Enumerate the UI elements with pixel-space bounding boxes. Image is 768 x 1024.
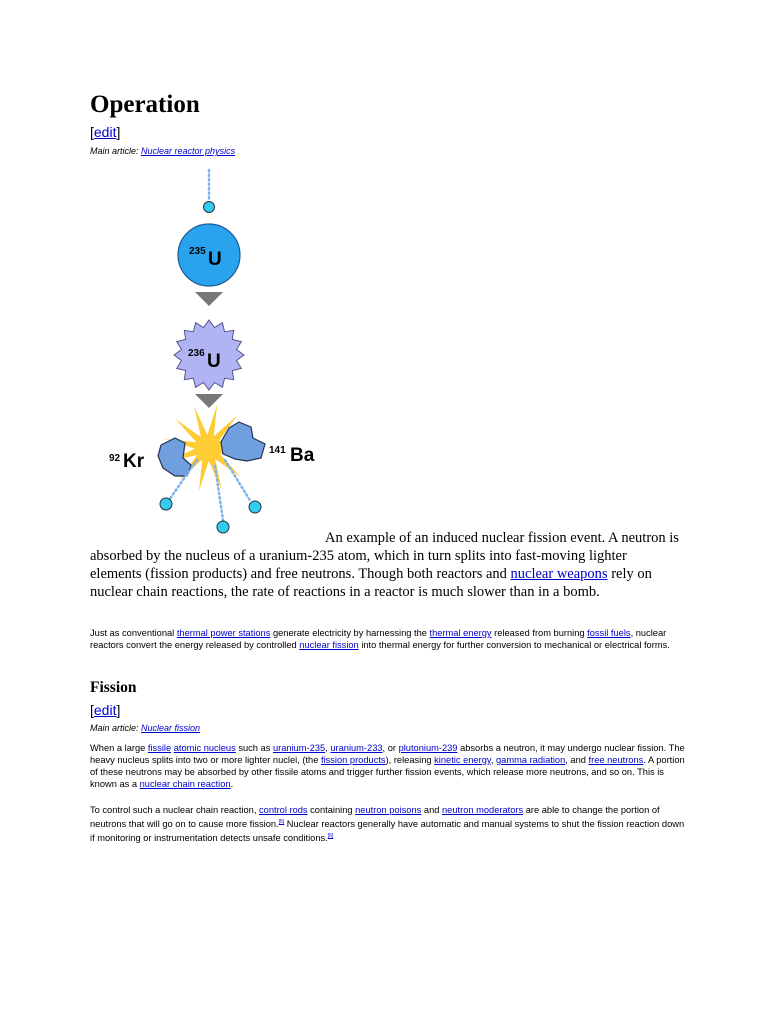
emitted-neutron: [249, 501, 261, 513]
u235-mass-number: 235: [189, 246, 206, 257]
fission-paragraph-2: To control such a nuclear chain reaction, control rods containing neutron poisons and neutron moderators are able to change the portion of neutrons that will go on to cause more fission.[5] Nuclear reactors generally have automatic and manual systems to shut the fission reaction down if monitoring or instrumentation detects unsafe conditions.[6]: [90, 805, 685, 844]
edit-link-fission[interactable]: edit: [93, 702, 117, 718]
u235-symbol: U: [208, 249, 222, 270]
edit-section-fission: [edit]: [90, 702, 121, 718]
link-atomic-nucleus[interactable]: atomic nucleus: [173, 743, 236, 753]
fission-diagram: [105, 168, 325, 538]
link-neutron-poisons[interactable]: neutron poisons: [355, 805, 422, 815]
link-kinetic-energy[interactable]: kinetic energy: [434, 755, 491, 765]
link-uranium-235[interactable]: uranium-235: [272, 743, 326, 753]
kr-mass-number: 92: [109, 453, 121, 464]
ba-symbol: Ba: [290, 445, 315, 466]
neutron-dotted-line: [215, 466, 223, 520]
arrow-down-icon: [195, 394, 223, 408]
link-fissile[interactable]: fissile: [147, 743, 172, 753]
section-title-operation: Operation: [90, 91, 200, 118]
diagram-caption: An example of an induced nuclear fission event. A neutron is absorbed by the nucleus of a uranium-235 atom, which in turn splits into fast-moving lighter elements (fission products) and free neutrons. Though both reactors and nuclear weapons rely on nuclear chain reactions, the rate of reactions in a reactor is much slower than in a bomb.: [90, 530, 679, 600]
link-nuclear-fission[interactable]: nuclear fission: [299, 640, 359, 650]
edit-link-operation[interactable]: edit: [93, 124, 117, 140]
fission-event: [109, 405, 315, 491]
main-article-link-nuclear-fission[interactable]: Nuclear fission: [141, 723, 201, 733]
link-plutonium-239[interactable]: plutonium-239: [398, 743, 458, 753]
ba-mass-number: 141: [269, 445, 286, 456]
reference-link-5[interactable]: [5]: [278, 819, 285, 825]
link-free-neutrons[interactable]: free neutrons: [588, 755, 644, 765]
reference-link-6[interactable]: [6]: [327, 833, 334, 840]
kr-symbol: Kr: [123, 451, 145, 472]
link-thermal-energy[interactable]: thermal energy: [429, 628, 492, 638]
incoming-neutron: [204, 202, 215, 213]
link-nuclear-weapons[interactable]: nuclear weapons: [510, 566, 608, 582]
arrow-down-icon: [195, 292, 223, 306]
main-article-note-fission: Main article: Nuclear fission: [90, 723, 201, 733]
link-nuclear-chain-reaction[interactable]: nuclear chain reaction: [139, 779, 231, 789]
section-title-fission: Fission: [90, 679, 137, 696]
incoming-neutron-trail: [204, 170, 215, 213]
main-article-link-reactor-physics[interactable]: Nuclear reactor physics: [141, 146, 236, 156]
link-control-rods[interactable]: control rods: [259, 805, 308, 815]
link-thermal-power-stations[interactable]: thermal power stations: [176, 628, 271, 638]
link-gamma-radiation[interactable]: gamma radiation: [496, 755, 566, 765]
emitted-neutron: [160, 498, 172, 510]
link-fission-products[interactable]: fission products: [320, 755, 386, 765]
u236-symbol: U: [207, 351, 221, 372]
uranium-236-nucleus: [174, 320, 244, 390]
link-neutron-moderators[interactable]: neutron moderators: [442, 805, 524, 815]
operation-paragraph: Just as conventional thermal power stations generate electricity by harnessing the thermal energy released from burning fossil fuels, nuclear reactors convert the energy released by controlled nuclear fission into thermal energy for further conversion to mechanical or electrical forms.: [90, 628, 670, 650]
fission-paragraph-1: When a large fissile atomic nucleus such as uranium-235, uranium-233, or plutonium-239 absorbs a neutron, it may undergo nuclear fission. The heavy nucleus splits into two or more lighter nuclei, (the fission products), releasing kinetic energy, gamma radiation, and free neutrons. A portion of these neutrons may be absorbed by other fissile atoms and trigger further fission events, which release more neutrons, and so on. This is known as a nuclear chain reaction.: [90, 743, 685, 789]
u236-mass-number: 236: [188, 348, 205, 359]
edit-section-operation: [edit]: [90, 124, 121, 140]
main-article-note-operation: Main article: Nuclear reactor physics: [90, 146, 236, 156]
link-uranium-233[interactable]: uranium-233: [330, 743, 383, 753]
uranium-235-nucleus: [178, 224, 240, 286]
link-fossil-fuels[interactable]: fossil fuels: [587, 628, 631, 638]
